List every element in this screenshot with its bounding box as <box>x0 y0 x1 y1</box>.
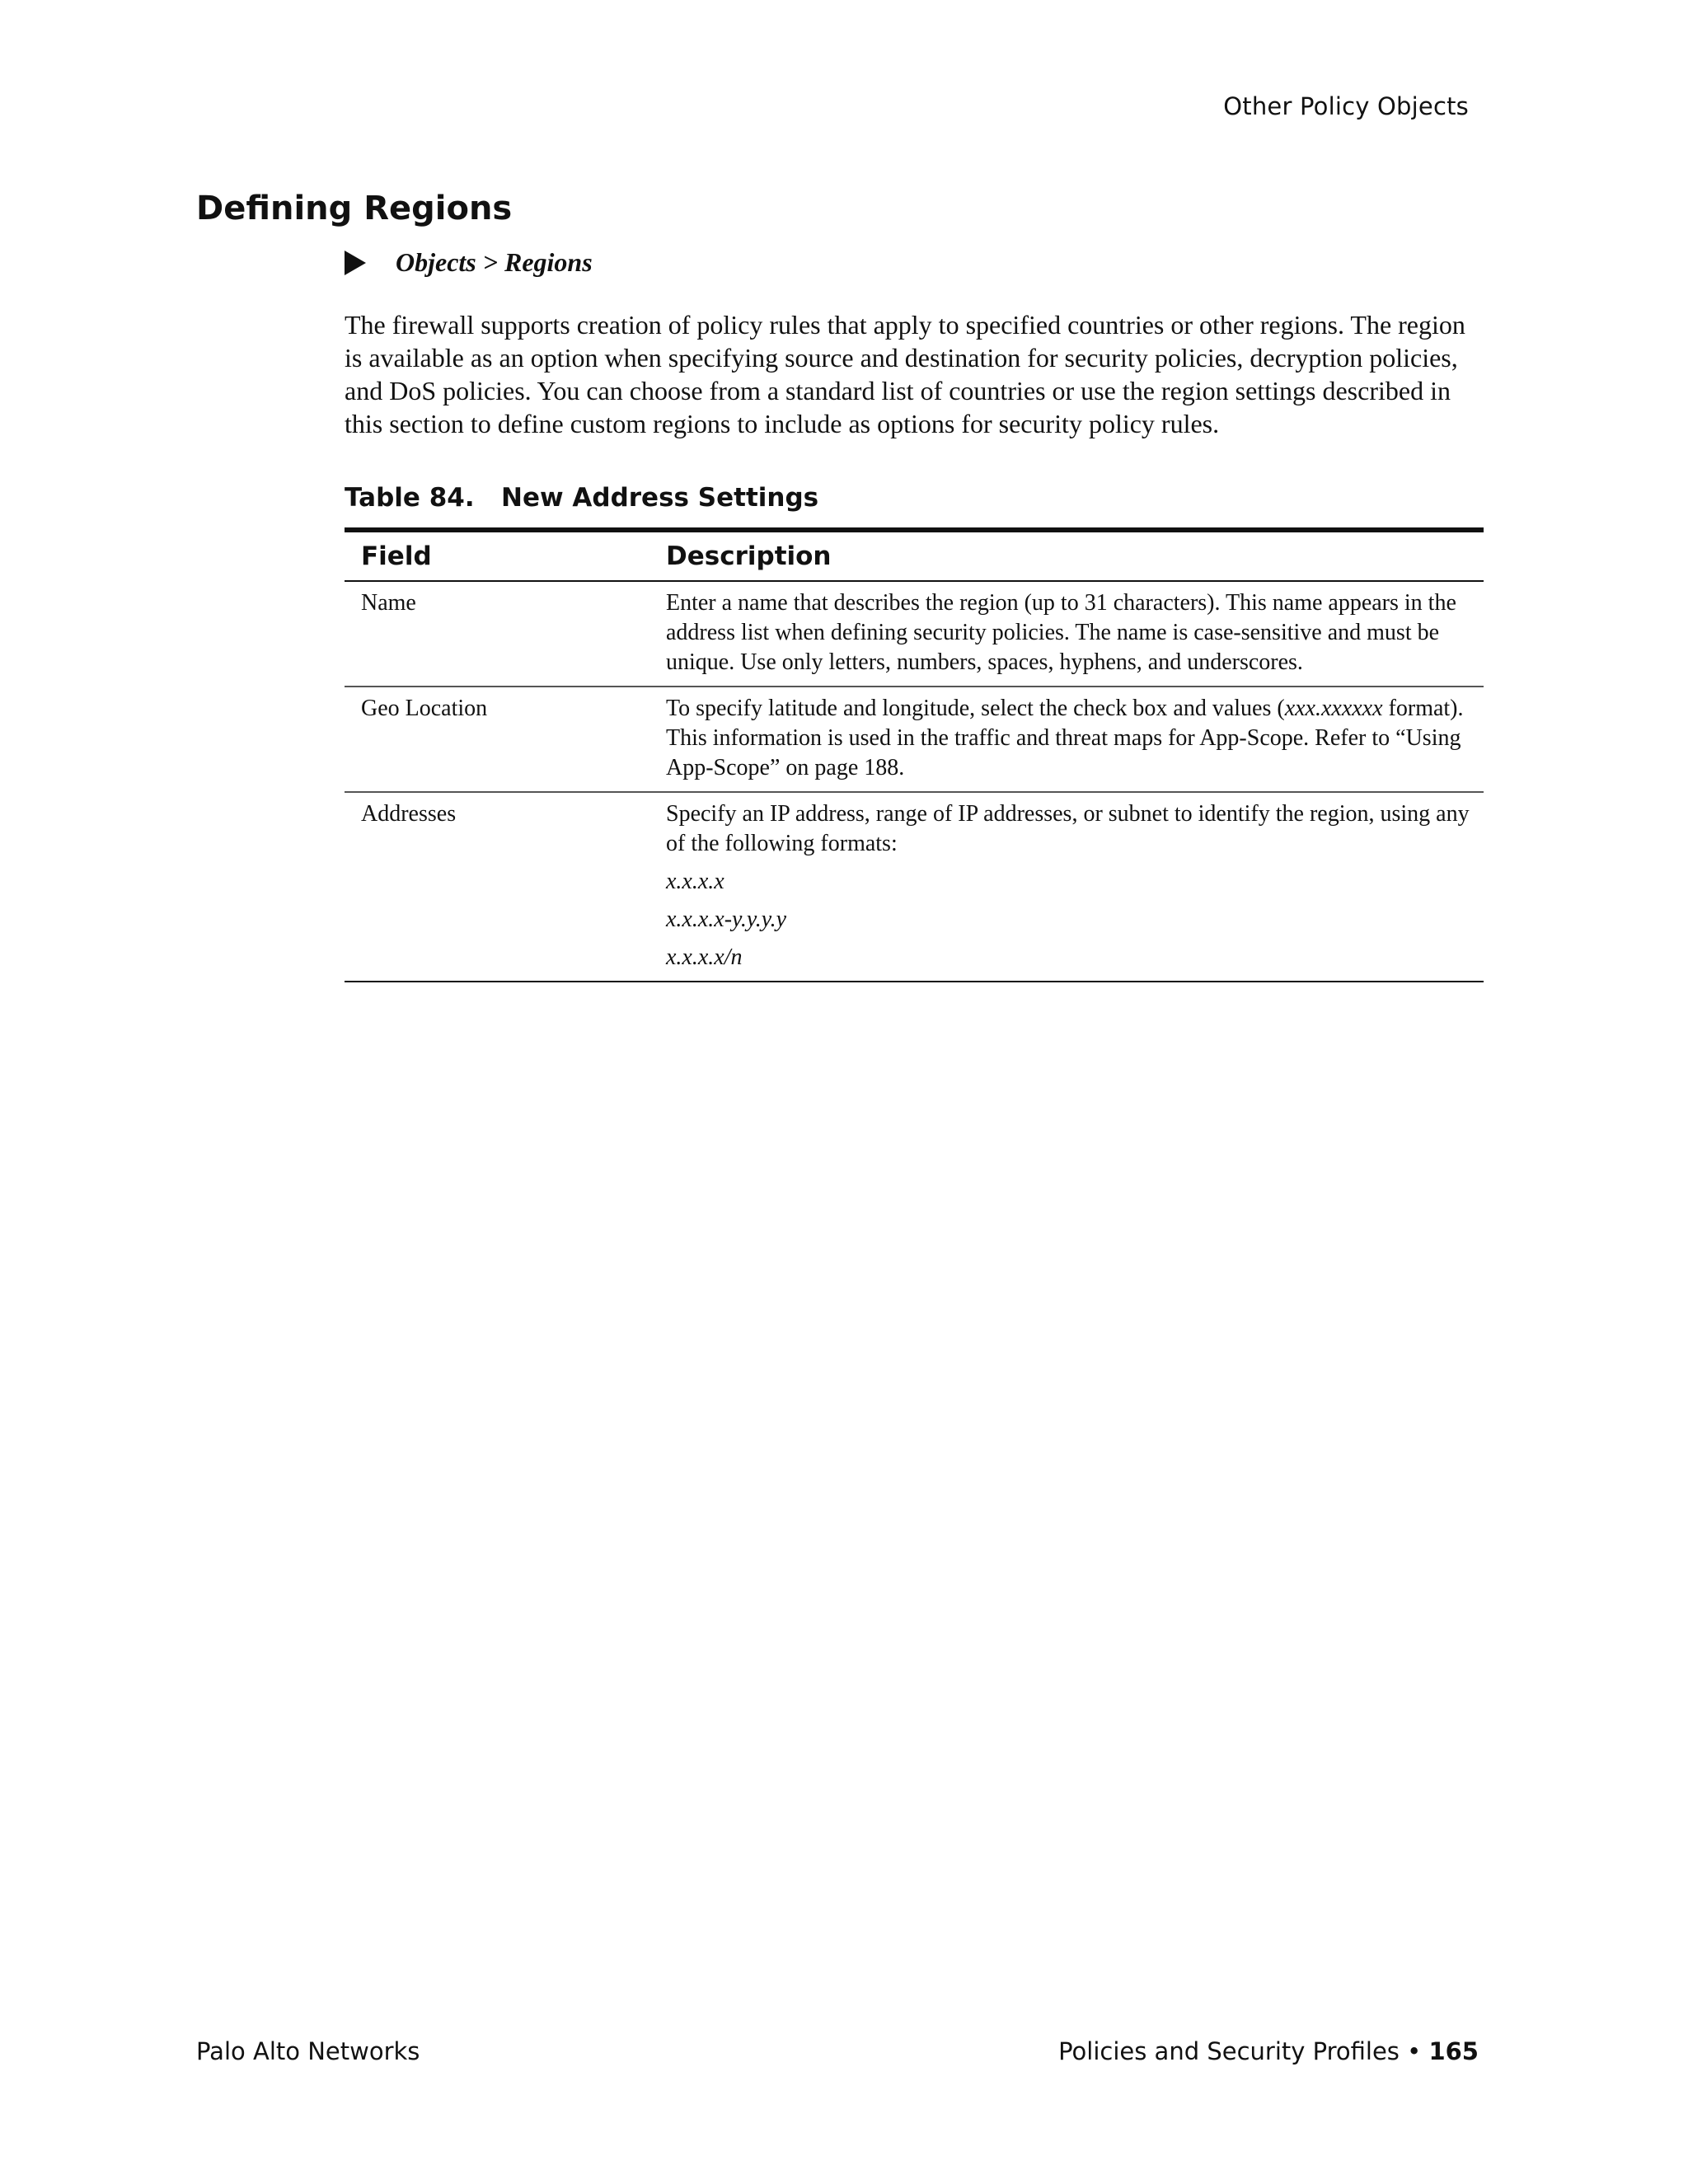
description-cell: Enter a name that describes the region (up to 31 characters). This name appears in the address list when defining security policies. The name is case-sensitive and must be unique. Use only letters, numbers, spaces, hyphens, and underscores. <box>666 590 1456 675</box>
field-name-cell: Name <box>361 590 416 616</box>
description-text: Specify an IP address, range of IP addresses, or subnet to identify the region, using any of the following formats: <box>666 801 1470 856</box>
table-row <box>345 581 1484 687</box>
coordinate-format: xxx.xxxxxx <box>1284 696 1383 721</box>
table-row <box>345 792 1484 982</box>
navigation-path <box>345 247 593 278</box>
field-name-cell: Geo Location <box>361 696 488 721</box>
settings-table <box>345 527 1484 982</box>
field-name-cell: Addresses <box>361 801 457 827</box>
footer-page-info <box>1058 2037 1479 2065</box>
address-format: x.x.x.x/n <box>666 944 743 970</box>
footer-chapter: Policies and Security Profiles • <box>1058 2037 1429 2065</box>
column-header-field: Field <box>361 541 432 571</box>
description-cell <box>649 687 1484 792</box>
table-caption: Table 84. New Address Settings <box>345 483 819 513</box>
address-format: x.x.x.x <box>666 869 724 894</box>
running-header: Other Policy Objects <box>1223 92 1469 120</box>
column-header-description: Description <box>666 541 832 571</box>
address-format: x.x.x.x-y.y.y.y <box>666 907 787 932</box>
footer-company: Palo Alto Networks <box>196 2037 420 2065</box>
description-text: format). This information is used in the traffic and threat maps for App-Scope. Refer to “Using App-Scope” on page 188. <box>666 696 1464 780</box>
navigation-path-text: Objects > Regions <box>396 247 593 277</box>
description-cell <box>649 792 1484 982</box>
page-number: 165 <box>1428 2037 1479 2065</box>
table-row <box>345 687 1484 792</box>
table-header-row <box>345 530 1484 581</box>
description-text: To specify latitude and longitude, select the check box and values ( <box>666 696 1285 721</box>
arrow-right-icon <box>345 251 366 275</box>
section-title: Defining Regions <box>196 190 513 227</box>
intro-paragraph: The firewall supports creation of policy rules that apply to specified countries or other regions. The region is available as an option when specifying source and destination for security policies, decryption policies, and DoS policies. You can choose from a standard list of countries or use the region settings described in this section to define custom regions to include as options for security policy rules. <box>345 310 1465 438</box>
